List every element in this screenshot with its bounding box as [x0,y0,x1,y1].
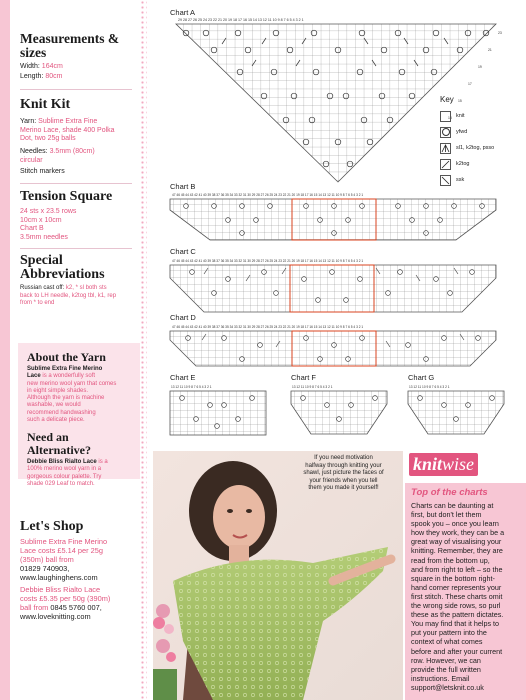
knitwise-line: how they work, they can be a [411,528,505,538]
chart-f-grid [287,382,393,442]
needles-info [20,148,95,165]
alt-text: shade 029 Leaf to match. [27,480,95,487]
chart-d-numbers: 47 46 45 44 43 42 41 40 39 38 37 36 35 34 33 32 31 30 29 28 27 26 25 24 23 22 21 20 19 18 17 16 15 14 13 12 11 10 9 8 7 6 5 4 3 2 1 [172,325,364,329]
chart-g-grid [404,382,510,442]
chart-a-label: Chart A [170,8,196,17]
about-text: new merino wool yarn that comes [27,380,117,387]
lets-shop-title: Let's Shop [20,519,84,534]
knitwise-logo [409,453,478,476]
length-value: 80cm [45,73,63,80]
knitwise-header [405,451,526,483]
knitwise-line: provide the full written [411,664,481,674]
yarn-label: Yarn: [20,118,37,125]
alternative-text [27,459,139,488]
alt-text: 100% merino wool yarn in a [27,466,102,473]
caption-line: shawl, just picture the faces of [303,470,384,477]
key-item-label: ssk [456,177,465,183]
svg-text:13: 13 [448,116,452,120]
key-item-knit [440,108,520,124]
shop-text: Debbie Bliss Rialto Lace [20,585,101,594]
knitwise-line: You may find that it helps to [411,619,500,629]
about-yarn-text [27,366,139,424]
svg-text:21: 21 [488,48,492,52]
chart-b-grid [166,190,500,246]
tension-line: 3.5mm needles [20,233,68,241]
shop-debbie-bliss [20,585,140,621]
width-line [20,63,63,72]
tension-line: 24 sts x 23.5 rows [20,208,77,215]
svg-text:29 28 27 26 25 24 23 22 21 20: 29 28 27 26 25 24 23 22 21 20 19 18 17 16 15 14 13 12 11 10 9 8 7 6 5 4 3 2 1 [178,18,304,22]
abbreviation-text: from * to end [20,300,55,306]
ssk-icon [440,175,451,186]
yarn-value: Merino Lace, shade 400 Polka [20,126,115,134]
width-label: Width: [20,63,40,70]
shop-text: (350m) ball from [20,555,74,564]
yarn-name: Sublime Extra Fine Merino [27,366,103,372]
divider [20,248,132,249]
caption-line: your friends when you tell [309,477,378,484]
key-item-label: yfwd [456,129,468,135]
abbreviation-text: k2, * sl both sts [65,285,107,291]
knitwise-line: and from right to left – so the [411,564,503,574]
knitwise-body [411,501,525,692]
chart-f-label: Chart F [291,373,317,382]
alternative-title-line: Need an [27,430,69,444]
yfwd-icon [440,127,451,138]
knitwise-line: read from the bottom up, [411,555,490,565]
shop-phone: 0845 5760 007, [50,603,102,612]
shop-link[interactable]: www.loveknitting.com [20,612,91,621]
chart-e-label: Chart E [170,373,196,382]
chart-d-shape [170,331,496,366]
abbreviation-text: back to LH needle, k2tog tbl, k1, rep [20,292,117,299]
key-title: Key [440,95,454,104]
caption-line: them you made it yourself! [308,485,379,492]
yarn-value: Sublime Extra Fine [38,118,98,125]
caption-line: If you need motivation [314,455,373,461]
shop-link[interactable]: www.laughinghens.com [20,573,98,582]
model-photo [153,451,403,700]
length-line [20,73,62,82]
chart-d-label: Chart D [170,313,196,322]
abbreviations-title-line: Abbreviations [20,267,105,282]
svg-text:23: 23 [498,31,502,35]
needles-value: circular [20,156,43,164]
abbreviations-title-line: Special [20,253,63,268]
knitwise-line: these as the pattern dictates. [411,610,504,620]
alt-text: gorgeous colour palette. Try [27,473,102,480]
abbreviation-russian-cast-off [20,285,140,308]
left-sidebar [0,0,146,700]
measurements-title: Measurements & sizes [20,31,120,60]
divider [20,89,132,90]
knitwise-logo-part: knit [413,454,443,474]
k2tog-icon [440,159,451,170]
width-value: 164cm [41,63,63,70]
yarn-name: Lace [27,373,41,380]
key-item-yfwd [440,124,520,140]
knitwise-line: instructions. Email [411,673,470,683]
key-item-label: k2tog [456,161,470,167]
alternative-title-line: Alternative? [27,442,91,457]
abbreviation-term: Russian cast off: [20,285,65,291]
svg-text:15: 15 [458,99,462,103]
tension-title: Tension Square [20,189,113,204]
chart-c-shape [170,265,496,312]
chart-c-grid [166,256,500,316]
knitwise-line: before and after your current [411,646,503,656]
key-item-ssk [440,172,520,188]
tension-details [20,208,76,242]
knitwise-line: great way of visualising your [411,537,502,547]
knitwise-line: context of what comes [411,637,483,647]
about-text: is a wonderfully soft [42,373,96,380]
shop-phone: 01829 740903, [20,564,70,573]
key-item-label: knit [456,113,465,119]
key-item-sl1-k2tog-psso [440,140,520,156]
shop-sublime [20,537,140,582]
pink-edge-strip [0,0,10,700]
alt-text: is a [98,459,108,465]
abbreviations-title [20,254,105,282]
chart-c-numbers: 47 46 45 44 43 42 41 40 39 38 37 36 35 34 33 32 31 30 29 28 27 26 25 24 23 22 21 20 19 18 17 16 15 14 13 12 11 10 9 8 7 6 5 4 3 2 1 [172,259,364,263]
knitwise-logo-part: wise [442,454,475,474]
knitwise-line: square in the bottom right- [411,573,495,583]
chart-c-label: Chart C [170,247,196,256]
alternative-title [27,431,91,456]
yarn-info [20,118,138,144]
chart-g-label: Chart G [408,373,435,382]
sl1-k2tog-psso-icon [440,143,451,154]
dotted-divider [140,0,147,700]
length-label: Length: [20,73,44,80]
needles-label: Needles: [20,148,48,155]
shop-text: costs £5.35 per 50g (390m) [20,594,111,603]
chart-b-numbers: 47 46 45 44 43 42 41 40 39 38 37 36 35 34 33 32 31 30 29 28 27 26 25 24 23 22 21 20 19 18 17 16 15 14 13 12 11 10 9 8 7 6 5 4 3 2 1 [172,193,364,197]
about-text: such a delicate piece. [27,417,85,424]
about-text: recommend handwashing [27,409,96,416]
chart-key [440,95,520,188]
about-text: in eight simple shades. [27,387,89,394]
photo-caption [286,455,401,493]
knitwise-email[interactable]: support@letsknit.co.uk [411,682,484,692]
knitwise-line: the wrong side rows, so purl [411,601,501,611]
svg-text:17: 17 [468,82,472,86]
about-yarn-title: About the Yarn [27,350,106,364]
knitwise-line: spook you – once you learn [411,519,499,529]
knitwise-line: Charts can be daunting at [411,501,494,510]
needles-value: 3.5mm (80cm) [49,148,95,155]
caption-line: halfway through knitting your [305,462,382,469]
tension-line: 10cm x 10cm [20,216,62,224]
chart-b-label: Chart B [170,182,196,191]
yarn-value: Dot, two 25g balls [20,135,76,142]
divider [20,183,132,184]
alt-yarn-name: Debbie Bliss Rialto Lace [27,459,97,465]
key-item-k2tog [440,156,520,172]
chart-e-grid [166,382,272,442]
knit-icon [440,111,451,122]
chart-e-numbers: 13 12 11 10 9 8 7 6 5 4 3 2 1 [171,385,212,389]
knitwise-title: Top of the charts [411,487,488,498]
knitwise-line: first, but don't let them [411,510,482,520]
about-text: Although the yarn is machine [27,395,105,402]
shop-text: Sublime Extra Fine Merino [20,537,108,546]
chart-d-grid [166,322,500,370]
stitch-markers: Stitch markers [20,168,65,175]
knitwise-line: row. However, we can [411,655,481,665]
knitwise-line: knitting. Remember, they are [411,546,503,556]
shop-text: ball from [20,603,49,612]
key-item-label: sl1, k2tog, psso [456,145,495,151]
knitwise-line: hand corner represents your [411,582,502,592]
about-text: washable, we would [27,402,81,409]
tension-line: Chart B [20,225,44,232]
chart-f-numbers: 13 12 11 10 9 8 7 6 5 4 3 2 1 [292,385,333,389]
chart-b-shape [170,199,496,240]
knitwise-line: first stitch. These charts omit [411,591,503,601]
svg-text:19: 19 [478,65,482,69]
knit-kit-title: Knit Kit [20,97,71,112]
chart-g-numbers: 13 12 11 10 9 8 7 6 5 4 3 2 1 [409,385,450,389]
chart-a-numbers [178,18,304,22]
shop-text: Lace costs £5.14 per 25g [20,546,103,555]
knitwise-line: put your pattern into the [411,628,487,638]
